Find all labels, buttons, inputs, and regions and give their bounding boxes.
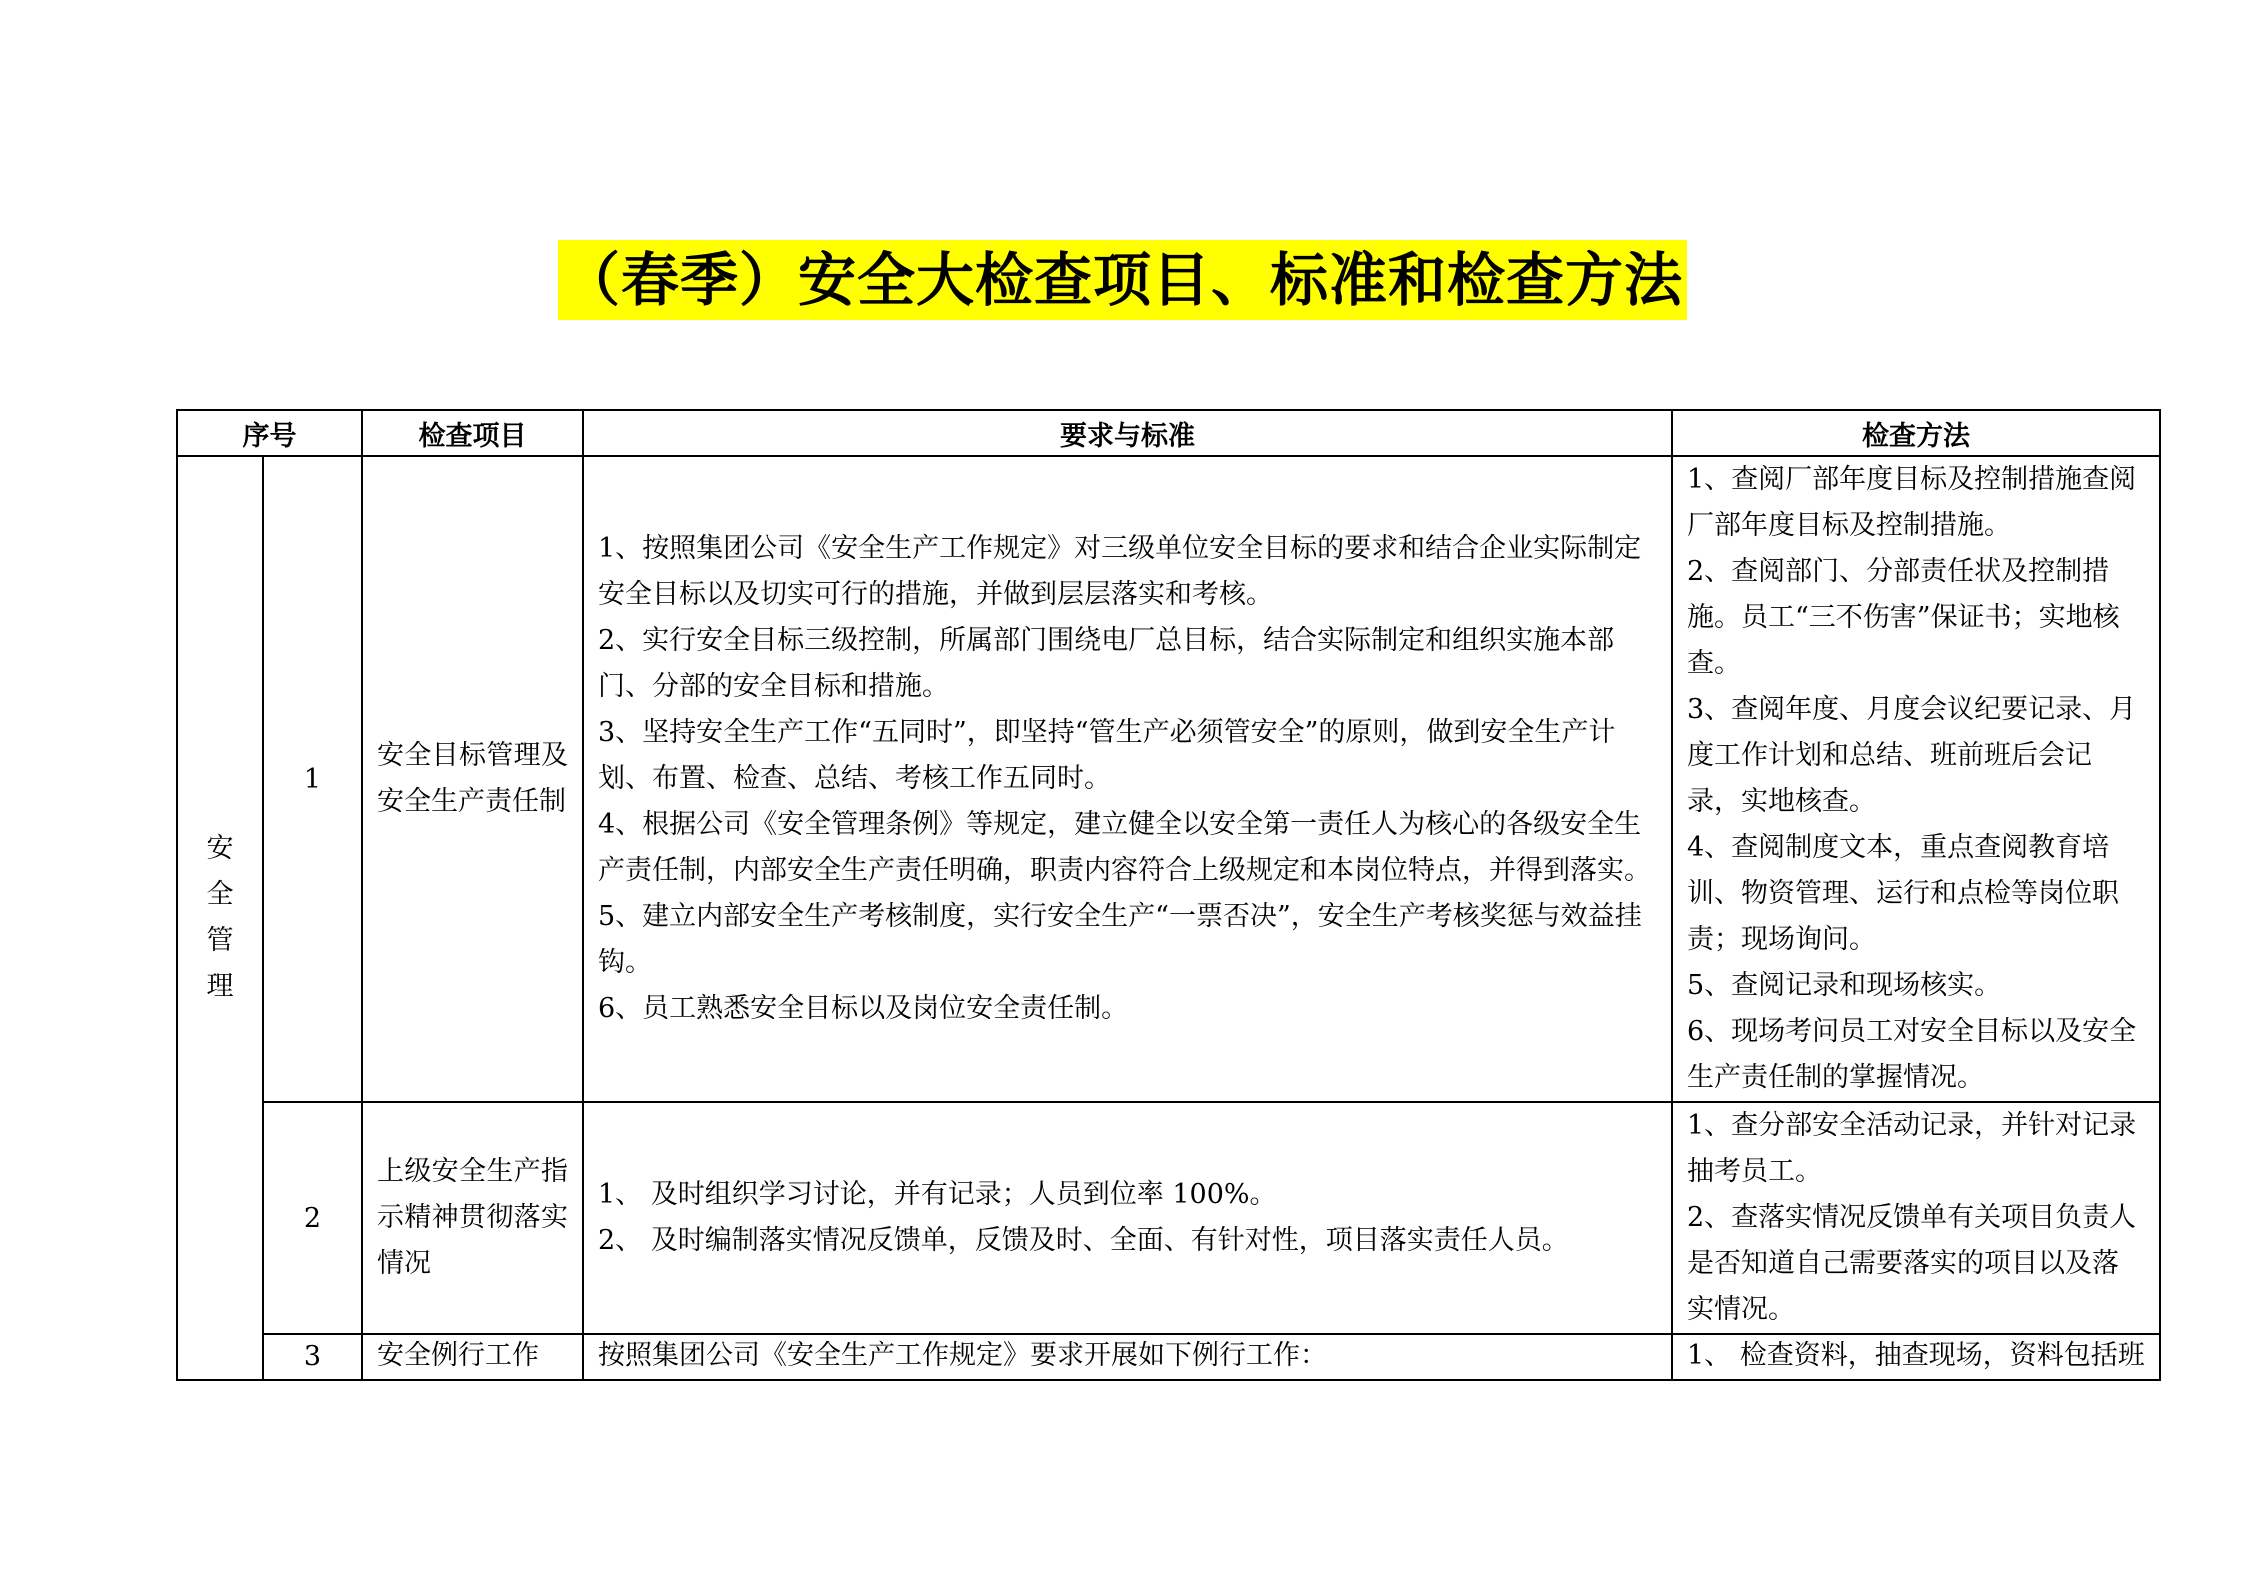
method-line: 2、查阅部门、分部责任状及控制措施。员工“三不伤害”保证书；实地核查。: [1687, 556, 2120, 679]
row-item: 安全例行工作: [362, 1334, 583, 1380]
header-method: 检查方法: [1672, 410, 2160, 456]
category-cell: [177, 456, 263, 1380]
method-line: 4、查阅制度文本，重点查阅教育培训、物资管理、运行和点检等岗位职责；现场询问。: [1687, 832, 2119, 955]
method-line: 2、查落实情况反馈单有关项目负责人是否知道自己需要落实的项目以及落实情况。: [1687, 1202, 2137, 1325]
header-no: 序号: [177, 410, 362, 456]
row-methods: [1672, 1334, 2160, 1380]
row-item: 安全目标管理及安全生产责任制: [362, 456, 583, 1102]
requirement-line: 4、根据公司《安全管理条例》等规定，建立健全以安全第一责任人为核心的各级安全生产责任制，内部安全生产责任明确，职责内容符合上级规定和本岗位特点，并得到落实。: [598, 809, 1651, 886]
category-char: 理: [206, 971, 234, 1002]
requirement-line: 按照集团公司《安全生产工作规定》要求开展如下例行工作：: [598, 1340, 1327, 1371]
row-number: 2: [263, 1102, 362, 1334]
requirement-line: 1、 及时组织学习讨论，并有记录；人员到位率 100%。: [598, 1179, 1277, 1210]
row-requirements: [583, 1102, 1672, 1334]
method-line: 1、 检查资料，抽查现场，资料包括班: [1687, 1340, 2145, 1371]
method-line: 5、查阅记录和现场核实。: [1687, 970, 2002, 1001]
row-methods: [1672, 1102, 2160, 1334]
method-line: 6、现场考问员工对安全目标以及安全生产责任制的掌握情况。: [1687, 1016, 2137, 1093]
row-item: 上级安全生产指示精神贯彻落实情况: [362, 1102, 583, 1334]
header-requirements: 要求与标准: [583, 410, 1672, 456]
method-line: 1、查阅厂部年度目标及控制措施查阅厂部年度目标及控制措施。: [1687, 464, 2137, 541]
table-row: [177, 456, 2160, 1102]
requirement-line: 5、建立内部安全生产考核制度，实行安全生产“一票否决”，安全生产考核奖惩与效益挂钩。: [598, 901, 1642, 978]
category-char: 全: [206, 879, 234, 910]
row-requirements: [583, 456, 1672, 1102]
requirement-line: 1、按照集团公司《安全生产工作规定》对三级单位安全目标的要求和结合企业实际制定安全目标以及切实可行的措施，并做到层层落实和考核。: [598, 533, 1642, 610]
table-header-row: [177, 410, 2160, 456]
header-item: 检查项目: [362, 410, 583, 456]
method-line: 1、查分部安全活动记录，并针对记录抽考员工。: [1687, 1110, 2137, 1187]
page-title: （春季）安全大检查项目、标准和检查方法: [558, 240, 1687, 320]
inspection-table: [176, 409, 2161, 1381]
method-line: 3、查阅年度、月度会议纪要记录、月度工作计划和总结、班前班后会记录，实地核查。: [1687, 694, 2137, 817]
requirement-line: 3、坚持安全生产工作“五同时”，即坚持“管生产必须管安全”的原则，做到安全生产计划、布置、检查、总结、考核工作五同时。: [598, 717, 1616, 794]
requirement-line: 2、 及时编制落实情况反馈单，反馈及时、全面、有针对性，项目落实责任人员。: [598, 1225, 1569, 1256]
row-number: 1: [263, 456, 362, 1102]
requirement-line: 6、员工熟悉安全目标以及岗位安全责任制。: [598, 993, 1129, 1024]
table-row: [177, 1334, 2160, 1380]
requirement-line: 2、实行安全目标三级控制，所属部门围绕电厂总目标，结合实际制定和组织实施本部门、分部的安全目标和措施。: [598, 625, 1615, 702]
row-number: 3: [263, 1334, 362, 1380]
title-wrap: [0, 240, 2245, 320]
row-requirements: [583, 1334, 1672, 1380]
category-char: 管: [206, 925, 234, 956]
row-methods: [1672, 456, 2160, 1102]
table-row: [177, 1102, 2160, 1334]
category-char: 安: [206, 833, 234, 864]
